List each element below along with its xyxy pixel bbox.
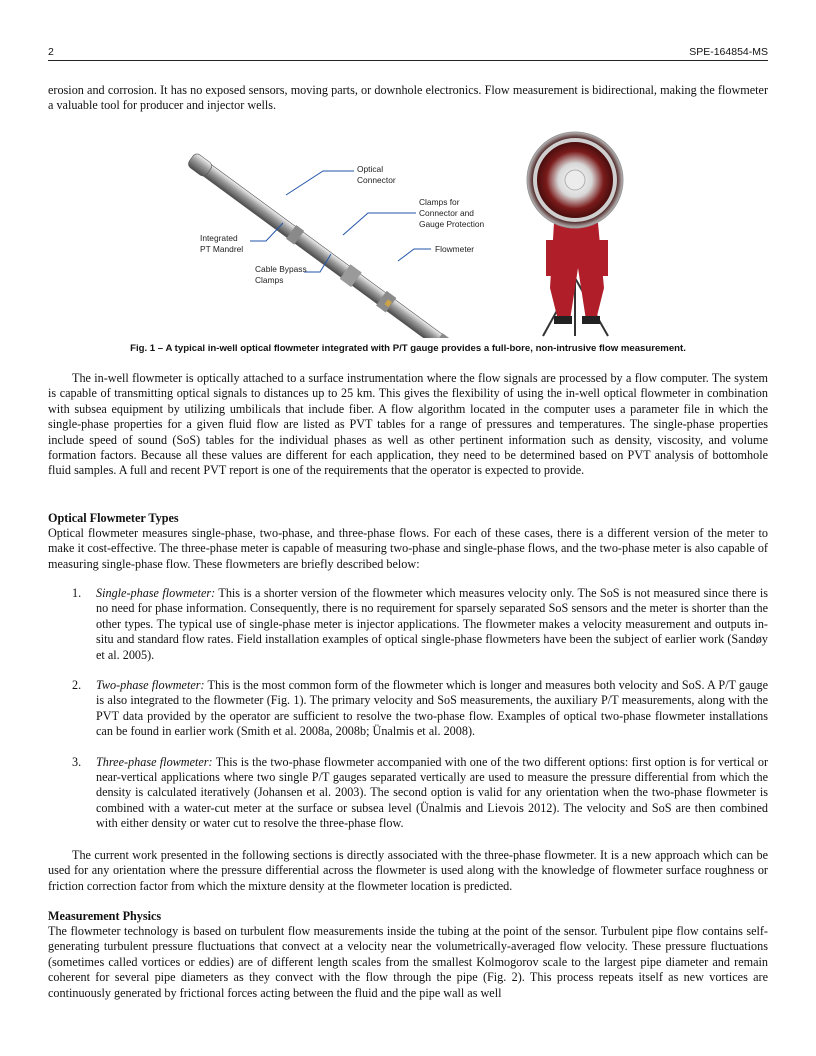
page-header bbox=[48, 44, 768, 61]
label-optical-connector-2: Connector bbox=[357, 175, 396, 185]
list-term: Three-phase flowmeter: bbox=[96, 754, 213, 769]
label-clamps-2: Connector and bbox=[419, 208, 474, 218]
list-term: Two-phase flowmeter: bbox=[96, 678, 205, 693]
list-text: This is the two-phase flowmeter accompanied with one of the two different options: first option is for vertical or near-vertical applications where two single P/T gauges separated vertically are used to measure the pressure differential from which the density is calculated iteratively (Johansen et al. 2003). The second option is valid for any orientation when the two-phase flowmeter is combined with a water-cut meter at the surface or subsea level (Ünalmis and Lievois 2012). The velocity and SoS are then combined with either density or water cut to resolve the three-phase flow. bbox=[96, 754, 768, 831]
label-integrated-2: PT Mandrel bbox=[200, 244, 244, 254]
list-number: 1. bbox=[72, 586, 82, 600]
label-integrated-1: Integrated bbox=[200, 233, 238, 243]
flowmeter-photo bbox=[520, 128, 630, 338]
paragraph-measurement-physics: The flowmeter technology is based on turbulent flow measurements inside the tubing at the point of the sensor. Turbulent pipe flow contains self-generating turbulent pressure fluctuations that convect at a velocity near the volumetrically-averaged flow velocity. These pressure fluctuations (sometimes called vortices or eddies) are of different length scales from the smallest Kolmogorov scale to the largest pipe diameter and remain coherent for several pipe diameters as they convect with the flow through the pipe (Fig. 2). This process repeats itself as new vortices are continuously generated by frictional forces acting between the fluid and the pipe wall as well bbox=[48, 924, 768, 1000]
flowmeter-type-list bbox=[48, 586, 768, 847]
label-clamps-3: Gauge Protection bbox=[419, 219, 485, 229]
list-text: This is a shorter version of the flowmeter which measures velocity only. The SoS is not measured since there is no need for phase information. Consequently, there is no requirement for sparsely separated SoS sensors and the meter is shorter than the other types. The typical use of single-phase meter is injector applications. The flowmeter makes a velocity measurement and outputs in-situ and standard flow rates. Field installation examples of optical single-phase flowmeters have been the subject of earlier work (Sandøy et al. 2005). bbox=[96, 586, 768, 662]
paragraph-surface-instrumentation: The in-well flowmeter is optically attached to a surface instrumentation where the flow signals are processed by a flow computer. The system is capable of transmitting optical signals to distances up to 25 km. This gives the flexibility of using the in-well optical flowmeter in combination with subsea equipment by utilizing umbilicals that include fiber. A flow algorithm located in the computer uses a parameter file in which the single-phase properties for a given fluid flow are listed as PVT tables for a range of pressures and temperatures. The single-phase properties include speed of sound (SoS) tables for the individual phases as well as other pertinent information such as density, viscosity, and volume formation factors. Because all these values are different for each application, they need to be determined based on PVT analysis of bottomhole fluid samples. A full and recent PVT report is one of the requirements that the operator is expected to provide. bbox=[48, 371, 768, 478]
paper-id: SPE-164854-MS bbox=[689, 46, 768, 58]
list-number: 2. bbox=[72, 678, 82, 693]
label-cable-bypass-2: Clamps bbox=[255, 275, 284, 285]
label-cable-bypass-1: Cable Bypass bbox=[255, 264, 307, 274]
section-heading-measurement-physics: Measurement Physics bbox=[48, 909, 162, 923]
paragraph-continuation: erosion and corrosion. It has no exposed sensors, moving parts, or downhole electronics. Flow measurement is bidirectional, making the flowmeter a valuable tool for producer and injector wells. bbox=[48, 83, 768, 113]
list-item bbox=[48, 755, 768, 832]
list-term: Single-phase flowmeter: bbox=[96, 586, 216, 600]
figure-1-illustration bbox=[48, 128, 768, 338]
section-heading-flowmeter-types: Optical Flowmeter Types bbox=[48, 511, 179, 525]
paragraph-current-work: The current work presented in the following sections is directly associated with the three-phase flowmeter. It is a new approach which can be used for any orientation where the pressure differential across the flowmeter is used along with the knowledge of flowmeter surface roughness or friction correction factor from which the mixture density at the flowmeter location is predicted. bbox=[48, 848, 768, 893]
label-clamps-1: Clamps for bbox=[419, 197, 460, 207]
label-optical-connector-1: Optical bbox=[357, 164, 384, 174]
list-item bbox=[48, 678, 768, 740]
page-number: 2 bbox=[48, 46, 54, 58]
list-item bbox=[48, 586, 768, 663]
figure-1-caption: Fig. 1 – A typical in-well optical flowmeter integrated with P/T gauge provides a full-bore, non-intrusive flow measurement. bbox=[130, 343, 686, 354]
figure-1 bbox=[48, 128, 768, 338]
list-number: 3. bbox=[72, 754, 82, 769]
section-intro: Optical flowmeter measures single-phase, two-phase, and three-phase flows. For each of these cases, there is a different version of the meter to make it cost-effective. The three-phase meter is capable of measuring two-phase and single-phase flows, and the two-phase meter is also capable of measuring single-phase flow. These flowmeters are briefly described below: bbox=[48, 526, 768, 571]
list-text: This is the most common form of the flowmeter which is longer and measures both velocity and SoS. A P/T gauge is also integrated to the flowmeter (Fig. 1). The primary velocity and SoS measurements, the auxiliary P/T measurements, along with the PVT data provided by the operator are sufficient to resolve the two-phase flow. Examples of optical two-phase flowmeter installations can be found in earlier work (Smith et al. 2008a, 2008b; Ünalmis et al. 2008). bbox=[96, 678, 769, 739]
label-flowmeter: Flowmeter bbox=[435, 244, 475, 254]
